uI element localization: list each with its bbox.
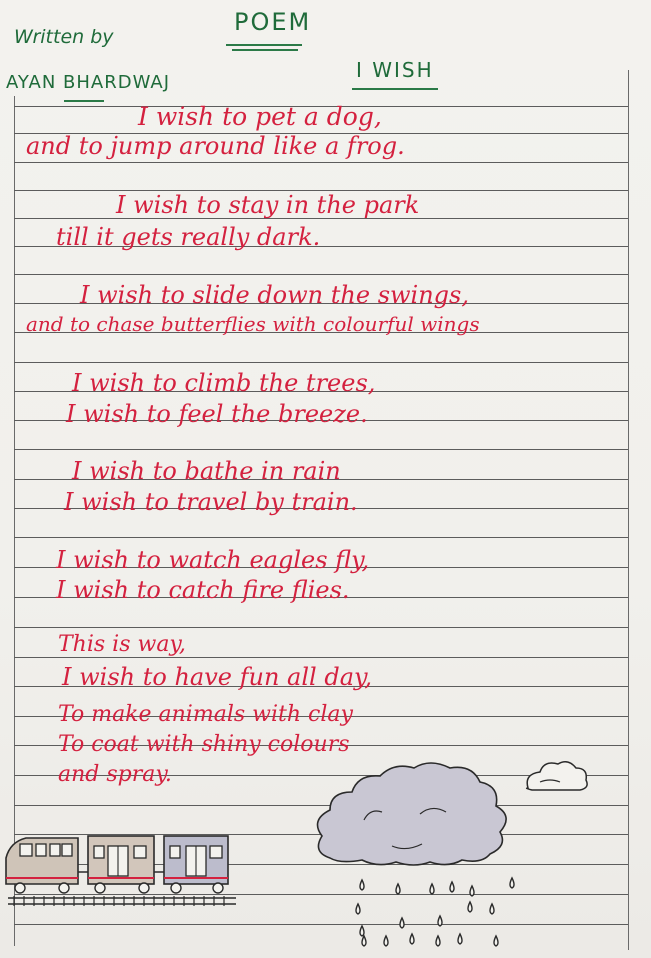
- verse-line: I wish to pet a dog,: [138, 102, 382, 131]
- rain-cloud-icon: [318, 763, 507, 865]
- written-by-label: Written by: [14, 26, 114, 48]
- verse-line: I wish to feel the breeze.: [66, 400, 368, 428]
- verse-line: and to jump around like a frog.: [26, 132, 405, 160]
- verse-line: till it gets really dark.: [56, 223, 321, 251]
- verse-line: I wish to climb the trees,: [72, 369, 376, 397]
- verse-line: I wish to stay in the park: [116, 191, 420, 219]
- verse-line: To coat with shiny colours: [58, 732, 350, 757]
- verse-line: and to chase butterflies with colourful wings: [26, 312, 480, 336]
- verse-line: I wish to slide down the swings,: [80, 281, 469, 309]
- verse-line: I wish to travel by train.: [64, 488, 358, 516]
- train-icon: [6, 836, 236, 906]
- verse-line: To make animals with clay: [58, 702, 353, 727]
- verse-line: I wish to bathe in rain: [72, 457, 341, 485]
- raindrops-icon: [356, 878, 514, 946]
- poem-title: I WISH: [356, 58, 434, 82]
- verse-line: I wish to watch eagles fly,: [56, 546, 370, 574]
- verse-line: I wish to catch fire flies.: [56, 576, 350, 604]
- small-cloud-icon: [527, 762, 587, 790]
- verse-line: and spray.: [58, 762, 172, 787]
- verse-line: This is way,: [58, 632, 186, 657]
- author-name: AYAN BHARDWAJ: [6, 72, 171, 93]
- verse-line: I wish to have fun all day,: [62, 663, 372, 691]
- poem-heading: POEM: [234, 8, 312, 36]
